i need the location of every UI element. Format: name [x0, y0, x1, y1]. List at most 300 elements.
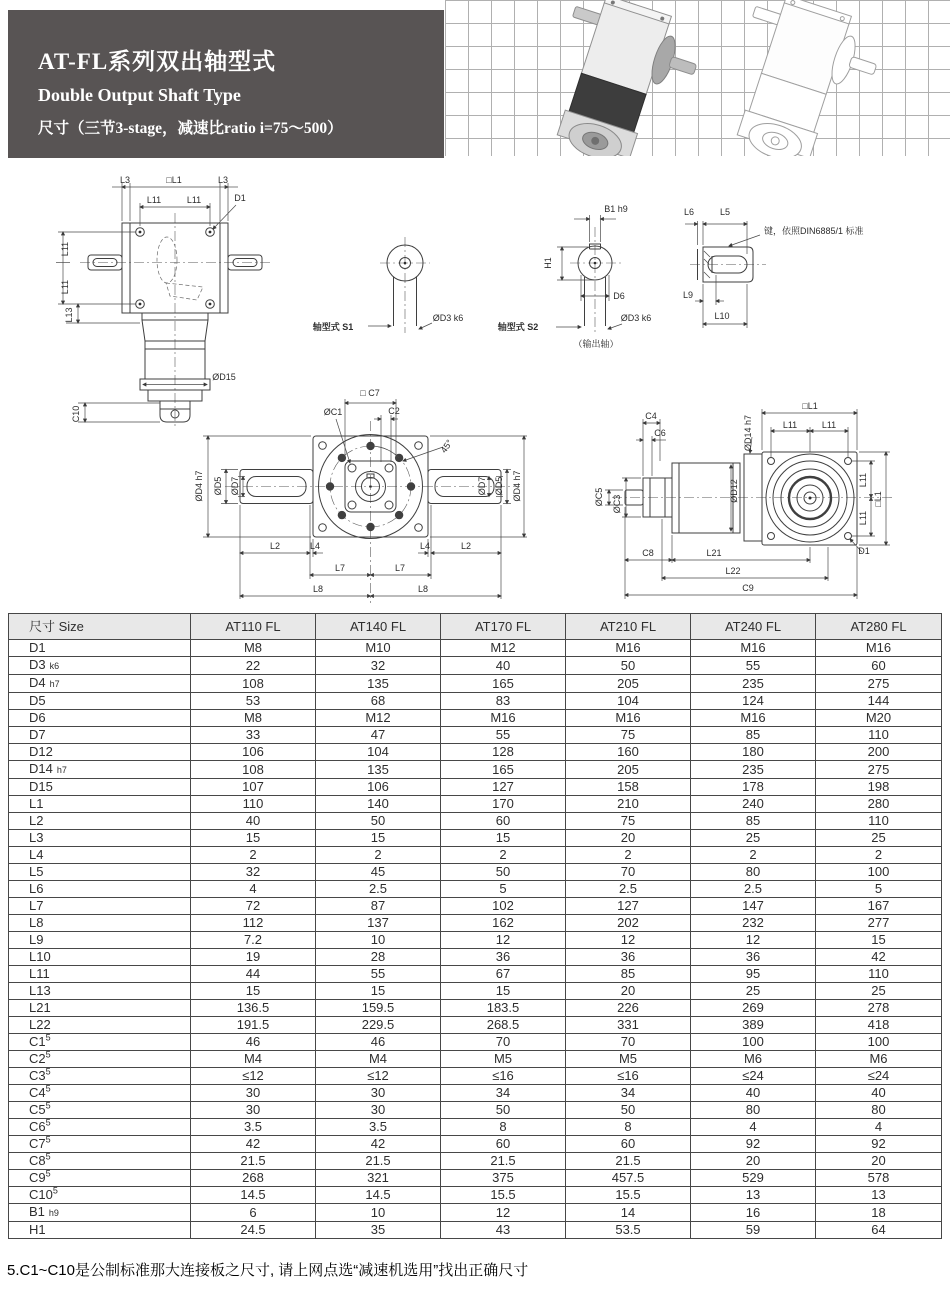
c-d5-left-label: ØD5 [213, 476, 223, 496]
dimension-value: ≤12 [191, 1068, 316, 1085]
dimension-value: M12 [441, 640, 566, 657]
dimension-value: 418 [816, 1017, 942, 1034]
s1-caption-label: 轴型式 S1 [312, 322, 354, 332]
a-l11-left-lower-label: L11 [60, 279, 70, 295]
dimension-value: 128 [441, 744, 566, 761]
dimension-value: 2.5 [316, 881, 441, 898]
dimension-value: 8 [566, 1119, 691, 1136]
dimension-value: 100 [691, 1034, 816, 1051]
dimension-value: 30 [316, 1085, 441, 1102]
dimension-value: 268.5 [441, 1017, 566, 1034]
dimension-value: 2.5 [566, 881, 691, 898]
dimension-value: 240 [691, 796, 816, 813]
dimension-value: 24.5 [191, 1222, 316, 1239]
column-header: AT240 FL [691, 614, 816, 640]
dimension-value: 108 [191, 761, 316, 779]
dimension-value: 92 [691, 1136, 816, 1153]
dimension-value: 25 [691, 830, 816, 847]
a-l1-label: □L1 [166, 175, 182, 185]
dimension-value: 108 [191, 675, 316, 693]
dimension-value: 55 [316, 966, 441, 983]
dimension-value: 110 [191, 796, 316, 813]
table-row [9, 640, 942, 657]
table-row [9, 1085, 942, 1102]
c-c2-label: C2 [388, 406, 400, 416]
dimension-value: M20 [816, 710, 942, 727]
table-row [9, 1017, 942, 1034]
dimension-value: 44 [191, 966, 316, 983]
shaft-type-s2-drawing [556, 215, 622, 333]
dimension-value: 15 [191, 983, 316, 1000]
r-c8-label: C8 [642, 548, 654, 558]
dimension-value: 80 [691, 864, 816, 881]
dimension-value: 32 [316, 657, 441, 675]
dimension-value: 36 [441, 949, 566, 966]
r-d12-label: ØD12 [729, 479, 739, 503]
dimension-value: 20 [566, 983, 691, 1000]
row-label: L7 [9, 898, 191, 915]
product-render-grid [445, 0, 950, 156]
dimension-value: 47 [316, 727, 441, 744]
dimension-value: M5 [441, 1051, 566, 1068]
dimension-value: 60 [441, 1136, 566, 1153]
dimension-value: 278 [816, 1000, 942, 1017]
dimension-value: 4 [691, 1119, 816, 1136]
dimension-value: 46 [316, 1034, 441, 1051]
r-c9-label: C9 [742, 583, 754, 593]
dimension-value: 40 [691, 1085, 816, 1102]
footnote: 5.C1~C10是公制标准那大连接板之尺寸, 请上网点选“减速机选用”找出正确尺寸 [7, 1262, 529, 1279]
dimension-value: 83 [441, 693, 566, 710]
dimension-value: 20 [691, 1153, 816, 1170]
row-label: $C6^5$ [9, 1119, 191, 1136]
table-row [9, 1119, 942, 1136]
dimension-value: 136.5 [191, 1000, 316, 1017]
dimension-value: 158 [566, 779, 691, 796]
row-label: L2 [9, 813, 191, 830]
r-l1-right-label: □L1 [873, 491, 883, 507]
dimension-value: 280 [816, 796, 942, 813]
dimension-value: M16 [566, 640, 691, 657]
dimension-value: 178 [691, 779, 816, 796]
row-label: $C4^5$ [9, 1085, 191, 1102]
dimension-value: 75 [566, 727, 691, 744]
table-row [9, 915, 942, 932]
row-label: D15 [9, 779, 191, 796]
table-row [9, 1136, 942, 1153]
dimension-value: 55 [691, 657, 816, 675]
row-label: D14 h7 [9, 761, 191, 779]
row-label: $C8^5$ [9, 1153, 191, 1170]
a-l13-label: L13 [64, 307, 74, 323]
dimension-value: 180 [691, 744, 816, 761]
table-row [9, 1153, 942, 1170]
dimension-value: 2.5 [691, 881, 816, 898]
table-row [9, 830, 942, 847]
dimension-value: 110 [816, 813, 942, 830]
dimension-value: 15 [441, 830, 566, 847]
r-c3-label: ØC3 [612, 494, 622, 514]
dimension-value: M5 [566, 1051, 691, 1068]
dimension-value: 6 [191, 1204, 316, 1222]
c-d7-right-label: ØD7 [477, 476, 487, 496]
dimension-value: 268 [191, 1170, 316, 1187]
dimension-value: 50 [441, 864, 566, 881]
dimension-value: 85 [566, 966, 691, 983]
table-row [9, 779, 942, 796]
dimension-value: 277 [816, 915, 942, 932]
column-header: AT170 FL [441, 614, 566, 640]
dimension-value: 68 [316, 693, 441, 710]
product-renders [445, 0, 950, 156]
dimension-value: M4 [316, 1051, 441, 1068]
dimension-value: 167 [816, 898, 942, 915]
dimension-value: 12 [691, 932, 816, 949]
gearbox-top-view-drawing [56, 183, 270, 429]
dimension-value: 10 [316, 1204, 441, 1222]
row-label: $C7^5$ [9, 1136, 191, 1153]
dimension-value: 25 [816, 830, 942, 847]
c-l2-right-label: L2 [460, 541, 472, 551]
row-label: $C5^5$ [9, 1102, 191, 1119]
dimension-value: 32 [191, 864, 316, 881]
dimension-value: 165 [441, 675, 566, 693]
s2-output-label: （输出轴） [573, 339, 619, 349]
series-title: AT-FL系列双出轴型式 [38, 49, 277, 74]
table-row [9, 675, 942, 693]
dimension-value: M12 [316, 710, 441, 727]
column-header: AT110 FL [191, 614, 316, 640]
dimension-value: 64 [816, 1222, 942, 1239]
dimension-value: 15 [441, 983, 566, 1000]
dimension-value: 50 [566, 657, 691, 675]
table-row [9, 796, 942, 813]
table-row [9, 881, 942, 898]
dimension-value: 22 [191, 657, 316, 675]
s2-d3-label: ØD3 k6 [620, 313, 652, 323]
dimension-value: 235 [691, 675, 816, 693]
dimension-value: 85 [691, 813, 816, 830]
table-row [9, 966, 942, 983]
dimension-value: M10 [316, 640, 441, 657]
k-l9-label: L9 [682, 290, 694, 300]
dimension-value: 12 [441, 1204, 566, 1222]
dimension-value: 4 [191, 881, 316, 898]
row-label: D4 h7 [9, 675, 191, 693]
dimension-value: 229.5 [316, 1017, 441, 1034]
row-label: L3 [9, 830, 191, 847]
shaded-gearbox-render [533, 0, 708, 156]
a-d15-label: ØD15 [212, 372, 236, 382]
s2-b1-label: B1 h9 [604, 204, 628, 214]
dimension-value: 3.5 [191, 1119, 316, 1136]
dimension-value: 331 [566, 1017, 691, 1034]
c-45-label: 45° [438, 437, 455, 455]
c-l2-left-label: L2 [269, 541, 281, 551]
dimension-value: 33 [191, 727, 316, 744]
dimension-value: 75 [566, 813, 691, 830]
row-label: $C1^5$ [9, 1034, 191, 1051]
table-row [9, 1204, 942, 1222]
dimension-value: 34 [566, 1085, 691, 1102]
dimension-value: 389 [691, 1017, 816, 1034]
dimension-value: 21.5 [441, 1153, 566, 1170]
dimension-value: 5 [816, 881, 942, 898]
row-label: D5 [9, 693, 191, 710]
dimension-table [8, 613, 942, 1239]
dimension-value: ≤24 [691, 1068, 816, 1085]
dimension-value: 15.5 [566, 1187, 691, 1204]
dimension-value: 165 [441, 761, 566, 779]
dimension-value: 95 [691, 966, 816, 983]
dimension-value: 127 [441, 779, 566, 796]
dimension-value: 235 [691, 761, 816, 779]
dimension-value: 21.5 [316, 1153, 441, 1170]
table-row [9, 1051, 942, 1068]
table-row [9, 1187, 942, 1204]
dimension-value: 70 [566, 864, 691, 881]
dimension-value: 137 [316, 915, 441, 932]
c-l4-right-label: L4 [419, 541, 431, 551]
dimension-value: 13 [816, 1187, 942, 1204]
dimension-value: 202 [566, 915, 691, 932]
row-label: D3 k6 [9, 657, 191, 675]
row-label: L13 [9, 983, 191, 1000]
r-l11-right-lower-label: L11 [858, 510, 868, 526]
s2-h1-label: H1 [543, 257, 553, 269]
dimension-value: 42 [316, 1136, 441, 1153]
dimension-value: ≤16 [441, 1068, 566, 1085]
outline-gearbox-render [713, 0, 888, 156]
dimension-value: 112 [191, 915, 316, 932]
table-row [9, 983, 942, 1000]
c-l7-right-label: L7 [394, 563, 406, 573]
dimension-value: 7.2 [191, 932, 316, 949]
dimension-value: 40 [816, 1085, 942, 1102]
dimension-value: 375 [441, 1170, 566, 1187]
table-row [9, 710, 942, 727]
a-l11-top-left-label: L11 [146, 195, 162, 205]
dimension-value: 28 [316, 949, 441, 966]
dimension-value: 59 [691, 1222, 816, 1239]
table-row [9, 932, 942, 949]
dimension-value: 15 [316, 830, 441, 847]
c-d4-right-label: ØD4 h7 [512, 470, 522, 502]
dimension-value: 30 [191, 1102, 316, 1119]
dimension-value: 15 [191, 830, 316, 847]
r-l11-top-right-label: L11 [821, 420, 837, 430]
dimension-value: 191.5 [191, 1017, 316, 1034]
dimension-value: 25 [691, 983, 816, 1000]
dimension-value: 135 [316, 675, 441, 693]
dimension-value: 144 [816, 693, 942, 710]
dimension-value: 160 [566, 744, 691, 761]
s2-d6-label: D6 [613, 291, 625, 301]
table-row [9, 1170, 942, 1187]
dimension-value: 198 [816, 779, 942, 796]
dimension-value: 15.5 [441, 1187, 566, 1204]
k-l5-label: L5 [719, 207, 731, 217]
flange-front-view-drawing [203, 399, 527, 603]
dimension-value: 43 [441, 1222, 566, 1239]
dimension-value: 110 [816, 727, 942, 744]
row-label: L11 [9, 966, 191, 983]
table-row [9, 847, 942, 864]
dimension-value: 4 [816, 1119, 942, 1136]
row-label: L21 [9, 1000, 191, 1017]
row-label: L1 [9, 796, 191, 813]
dimension-value: 205 [566, 761, 691, 779]
dimension-value: 100 [816, 1034, 942, 1051]
row-label: $C10^5$ [9, 1187, 191, 1204]
dimension-value: 70 [566, 1034, 691, 1051]
dimension-value: 2 [691, 847, 816, 864]
dimension-value: 104 [566, 693, 691, 710]
dimension-value: 72 [191, 898, 316, 915]
dimension-value: 50 [566, 1102, 691, 1119]
dimension-value: 60 [566, 1136, 691, 1153]
dimension-value: 45 [316, 864, 441, 881]
table-row [9, 657, 942, 675]
dimension-value: 457.5 [566, 1170, 691, 1187]
table-row [9, 744, 942, 761]
table-row [9, 1102, 942, 1119]
dimension-value: 46 [191, 1034, 316, 1051]
dimension-value: 226 [566, 1000, 691, 1017]
row-label: H1 [9, 1222, 191, 1239]
dimension-value: 25 [816, 983, 942, 1000]
c-l8-right-label: L8 [417, 584, 429, 594]
dimension-value: 60 [816, 657, 942, 675]
dimension-value: 15 [816, 932, 942, 949]
dimension-value: M6 [816, 1051, 942, 1068]
row-label: L8 [9, 915, 191, 932]
table-row [9, 1034, 942, 1051]
column-header: AT140 FL [316, 614, 441, 640]
dimension-value: 205 [566, 675, 691, 693]
s2-caption-label: 轴型式 S2 [497, 322, 539, 332]
dimension-value: 14.5 [191, 1187, 316, 1204]
table-row [9, 949, 942, 966]
r-l21-label: L21 [706, 548, 722, 558]
dimension-value: 124 [691, 693, 816, 710]
dimension-value: 275 [816, 675, 942, 693]
dimension-value: 85 [691, 727, 816, 744]
dimension-value: 2 [441, 847, 566, 864]
dimension-value: 92 [816, 1136, 942, 1153]
row-label: D1 [9, 640, 191, 657]
r-l11-right-upper-label: L11 [858, 472, 868, 488]
r-l11-top-left-label: L11 [782, 420, 798, 430]
table-row [9, 898, 942, 915]
dimension-value: 30 [191, 1085, 316, 1102]
row-label: L9 [9, 932, 191, 949]
technical-drawings [0, 163, 950, 613]
table-row [9, 727, 942, 744]
dimension-value: M16 [691, 640, 816, 657]
dimension-value: 50 [316, 813, 441, 830]
c-d7-left-label: ØD7 [230, 476, 240, 496]
dimension-value: 8 [441, 1119, 566, 1136]
r-l22-label: L22 [725, 566, 741, 576]
a-d1-label: D1 [234, 193, 246, 203]
dimension-value: 80 [816, 1102, 942, 1119]
dimension-value: ≤12 [316, 1068, 441, 1085]
dimension-value: 40 [191, 813, 316, 830]
dimension-value: 140 [316, 796, 441, 813]
s1-d3-label: ØD3 k6 [432, 313, 464, 323]
dimension-value: M16 [691, 710, 816, 727]
dimension-value: 135 [316, 761, 441, 779]
r-l1-top-label: □L1 [802, 401, 818, 411]
row-label: L5 [9, 864, 191, 881]
row-label: $C3^5$ [9, 1068, 191, 1085]
row-label: $C2^5$ [9, 1051, 191, 1068]
dimension-value: 104 [316, 744, 441, 761]
row-label: D12 [9, 744, 191, 761]
table-header-row [9, 614, 942, 640]
dimension-value: 53.5 [566, 1222, 691, 1239]
c-l4-left-label: L4 [309, 541, 321, 551]
dimension-value: 13 [691, 1187, 816, 1204]
dimension-value: 53 [191, 693, 316, 710]
dimension-value: M16 [566, 710, 691, 727]
dimension-value: M4 [191, 1051, 316, 1068]
dimension-value: 42 [191, 1136, 316, 1153]
dimension-value: M16 [441, 710, 566, 727]
dimension-value: 34 [441, 1085, 566, 1102]
dimension-value: 147 [691, 898, 816, 915]
dimension-value: 35 [316, 1222, 441, 1239]
table-row [9, 761, 942, 779]
a-l3-right-label: L3 [217, 175, 229, 185]
dimension-value: M16 [816, 640, 942, 657]
dimension-value: 87 [316, 898, 441, 915]
dimension-value: 102 [441, 898, 566, 915]
r-d14-label: ØD14 h7 [743, 414, 753, 452]
row-label: L4 [9, 847, 191, 864]
column-header: AT280 FL [816, 614, 942, 640]
dimension-value: 21.5 [566, 1153, 691, 1170]
dimension-value: ≤24 [816, 1068, 942, 1085]
dimension-value: M6 [691, 1051, 816, 1068]
c-c1-label: ØC1 [323, 407, 343, 417]
row-label: $C9^5$ [9, 1170, 191, 1187]
dimension-value: 5 [441, 881, 566, 898]
dimension-value: 18 [816, 1204, 942, 1222]
dimension-value: 107 [191, 779, 316, 796]
dimension-value: 15 [316, 983, 441, 1000]
a-l11-left-upper-label: L11 [60, 241, 70, 257]
r-c4-label: C4 [645, 411, 657, 421]
a-l11-top-right-label: L11 [186, 195, 202, 205]
header-block [8, 10, 444, 158]
dimension-value: 2 [191, 847, 316, 864]
dimension-value: 106 [316, 779, 441, 796]
dimension-value: 20 [816, 1153, 942, 1170]
dimension-value: 40 [441, 657, 566, 675]
dimension-value: 10 [316, 932, 441, 949]
dimension-value: 210 [566, 796, 691, 813]
a-c10-label: C10 [71, 405, 81, 423]
dimension-value: 106 [191, 744, 316, 761]
table-row [9, 1068, 942, 1085]
row-label: D6 [9, 710, 191, 727]
dimension-value: 21.5 [191, 1153, 316, 1170]
dimension-value: 275 [816, 761, 942, 779]
dimension-value: 20 [566, 830, 691, 847]
dimension-value: 60 [441, 813, 566, 830]
